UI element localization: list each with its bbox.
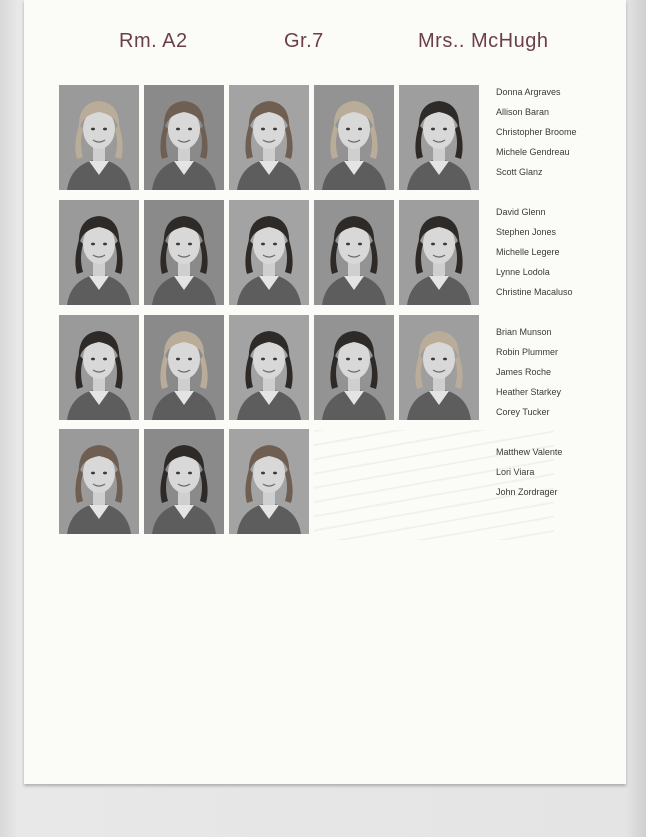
name-group [496, 322, 621, 422]
name-group [496, 202, 621, 302]
portrait-graphic [314, 85, 394, 190]
student-name: James Roche [496, 367, 552, 377]
portrait-graphic [399, 315, 479, 420]
portrait-graphic [144, 85, 224, 190]
class-header [24, 30, 626, 60]
student-name: Michelle Legere [496, 247, 560, 257]
student-photo-robin-plummer [144, 315, 224, 420]
student-name: Stephen Jones [496, 227, 557, 237]
student-photo-heather-starkey [314, 315, 394, 420]
student-photo-david-glenn [59, 200, 139, 305]
student-photo-michelle-legere [229, 200, 309, 305]
student-photo-john-zordrager [229, 429, 309, 534]
portrait-graphic [59, 429, 139, 534]
teacher-label: Mrs.. McHugh [418, 30, 549, 52]
portrait-graphic [59, 200, 139, 305]
student-name: Lori Viara [496, 467, 535, 477]
student-name: Heather Starkey [496, 387, 562, 397]
portrait-graphic [314, 315, 394, 420]
student-name: Scott Glanz [496, 167, 543, 177]
portrait-graphic [59, 85, 139, 190]
student-name: Donna Argraves [496, 87, 561, 97]
student-name: Matthew Valente [496, 447, 563, 457]
student-name: John Zordrager [496, 487, 558, 497]
student-photo-scott-glanz [399, 85, 479, 190]
portrait-graphic [399, 200, 479, 305]
student-photo-corey-tucker [399, 315, 479, 420]
student-photo-lori-viara [144, 429, 224, 534]
student-name: Robin Plummer [496, 347, 559, 357]
student-photo-stephen-jones [144, 200, 224, 305]
student-name: Michele Gendreau [496, 147, 570, 157]
portrait-graphic [229, 429, 309, 534]
student-photo-christopher-broome [229, 85, 309, 190]
student-photo-matthew-valente [59, 429, 139, 534]
student-photo-christine-macaluso [399, 200, 479, 305]
name-group [496, 82, 621, 182]
portrait-graphic [229, 85, 309, 190]
portrait-graphic [229, 200, 309, 305]
student-photo-michele-gendreau [314, 85, 394, 190]
grade-label: Gr.7 [284, 30, 324, 52]
portrait-graphic [144, 200, 224, 305]
student-photo-james-roche [229, 315, 309, 420]
faint-show-through [314, 430, 554, 540]
portrait-graphic [59, 315, 139, 420]
student-name: Corey Tucker [496, 407, 550, 417]
room-label: Rm. A2 [119, 30, 188, 52]
yearbook-page [24, 0, 626, 784]
portrait-graphic [314, 200, 394, 305]
portrait-graphic [229, 315, 309, 420]
portrait-graphic [144, 429, 224, 534]
student-name: Brian Munson [496, 327, 552, 337]
student-photo-brian-munson [59, 315, 139, 420]
student-name: Christopher Broome [496, 127, 577, 137]
portrait-graphic [144, 315, 224, 420]
student-photo-lynne-lodola [314, 200, 394, 305]
student-name: Lynne Lodola [496, 267, 550, 277]
student-photo-allison-baran [144, 85, 224, 190]
student-photo-donna-argraves [59, 85, 139, 190]
student-name: David Glenn [496, 207, 546, 217]
student-name: Christine Macaluso [496, 287, 573, 297]
portrait-graphic [399, 85, 479, 190]
student-name: Allison Baran [496, 107, 550, 117]
